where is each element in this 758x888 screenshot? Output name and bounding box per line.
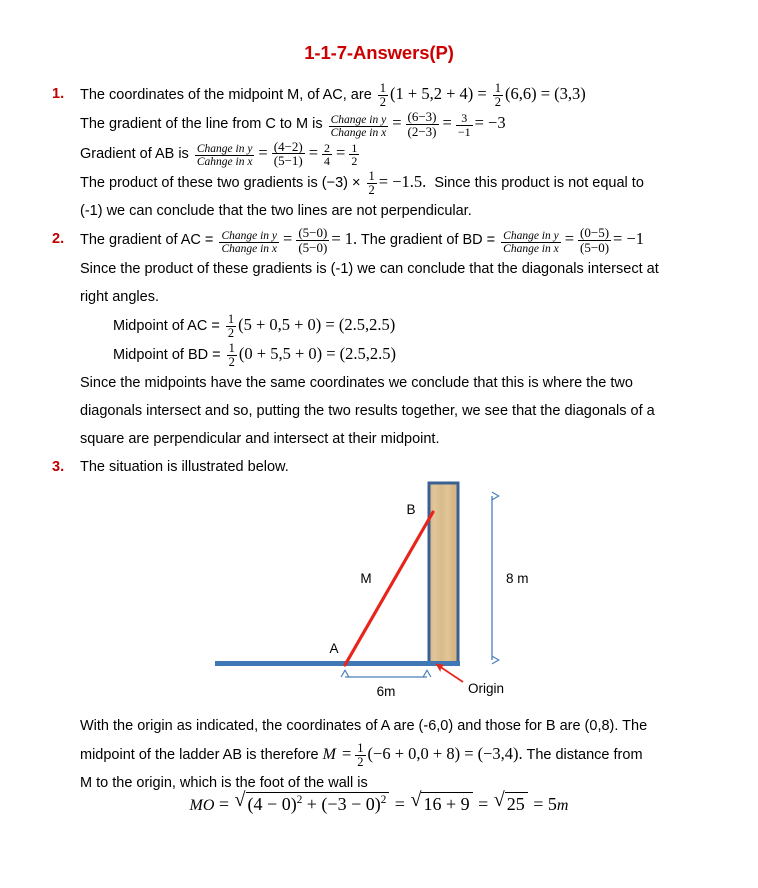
radicand-2: 16 + 9: [421, 792, 472, 815]
fraction-numerator: Change in y: [221, 229, 278, 242]
fraction-denominator: 2: [368, 183, 375, 198]
fraction-half-f: [355, 742, 365, 769]
answer-number-2: 2.: [52, 231, 65, 248]
fraction-denominator: 2: [227, 325, 235, 340]
answer-2-midpoint-bd-label: Midpoint of BD =: [113, 347, 221, 364]
fraction-numerator: 2: [324, 140, 331, 155]
fraction-numerator: Change in y: [503, 229, 559, 242]
fraction-denominator: −1: [457, 124, 471, 139]
fraction-denominator: Cahnge in x: [196, 156, 253, 169]
radicand-1-part-b: (−3 − 0): [321, 794, 381, 814]
equals-sign: =: [478, 794, 489, 814]
answer-2-midpoint-bd: [80, 340, 742, 369]
exponent: 2: [380, 794, 387, 806]
fraction-numerator: (0−5): [580, 225, 610, 241]
answer-number-1: 1.: [52, 86, 65, 102]
answer-2-gradient-ac-label: The gradient of AC =: [80, 232, 214, 249]
radical-sign-icon: √: [234, 789, 246, 811]
radicand-1: [246, 792, 390, 815]
sqrt-term-1: [234, 789, 390, 815]
fraction-3-over-neg1: [456, 112, 473, 138]
answer-item-1: [52, 80, 742, 225]
fraction-denominator: (5−0): [580, 239, 610, 255]
origin-pointer-arrow: [436, 664, 463, 682]
fraction-denominator: 2: [494, 94, 501, 109]
equals-sign: =: [564, 229, 575, 249]
fraction-denominator: 2: [357, 754, 364, 769]
answer-1-line-4: [80, 168, 742, 197]
fraction-numerator: (4−2): [273, 138, 303, 154]
answer-1-line-2-text: The gradient of the line from C to M is: [80, 116, 323, 133]
fraction-6-3-over-2-3: [406, 110, 439, 138]
fraction-change-in-y-over-cahnge-in-x: [195, 143, 255, 168]
fraction-numerator: (6−3): [407, 108, 437, 124]
fraction-half-a: [378, 82, 388, 109]
answer-1-line-1: [80, 80, 742, 109]
equals-sign: =: [283, 229, 293, 249]
fraction-denominator: 4: [324, 154, 331, 169]
closing-line-1: With the origin as indicated, the coordinates of A are (-6,0) and those for B are (0,8). The: [80, 718, 648, 734]
fraction-numerator: Change in y: [196, 143, 253, 156]
answer-2-gradient-ac-result: = 1.: [331, 229, 358, 249]
answer-2-midpoint-ac-result: (5 + 0,5 + 0) = (2.5,2.5): [238, 314, 396, 334]
equals-sign: =: [218, 794, 230, 814]
equation-result: = 5: [533, 794, 557, 814]
equals-sign: =: [336, 142, 346, 162]
radical-sign-icon: √: [493, 789, 505, 811]
sqrt-term-3: [493, 789, 528, 815]
diagram-label-m: M: [360, 571, 372, 586]
answer-1-line-4-tail: Since this product is not equal to: [434, 175, 644, 192]
answer-2-line-2: Since the product of these gradients is (-1) we can conclude that the diagonals intersect at: [80, 260, 659, 277]
fraction-denominator: 2: [379, 94, 387, 109]
equals-sign: =: [258, 142, 268, 162]
fraction-5-0-over-5-0: [296, 226, 329, 254]
fraction-denominator: (5−1): [273, 153, 303, 169]
fraction-half-d: [226, 313, 236, 340]
fraction-1-over-2: [349, 142, 359, 168]
answer-number-3: 3.: [52, 459, 65, 476]
answer-2-midpoint-ac: [80, 311, 742, 340]
fraction-denominator: Change in x: [330, 126, 387, 139]
equals-sign: =: [392, 113, 402, 133]
fraction-denominator: (5−0): [298, 239, 328, 255]
fraction-denominator: (2−3): [407, 123, 437, 139]
answer-1-line-3: [80, 139, 742, 169]
answer-2-line-1: [80, 225, 742, 255]
equation-unit: m: [556, 797, 569, 814]
fraction-change-in-y-over-x-ac: [219, 230, 279, 255]
diagram-label-a: A: [329, 641, 339, 656]
fraction-numerator: Change in y: [330, 113, 387, 126]
final-equation: [0, 789, 758, 815]
equals-sign: =: [394, 794, 405, 814]
closing-line-2-text: midpoint of the ladder AB is therefore: [80, 747, 319, 763]
radical-sign-icon: √: [410, 789, 422, 811]
page-title: 1-1-7-Answers(P): [304, 42, 454, 63]
answer-item-2: [52, 225, 742, 453]
answer-2-gradient-bd-result: = −1: [613, 229, 645, 249]
fraction-4-2-over-5-1: [272, 140, 305, 168]
answer-2-line-3: right angles.: [80, 288, 159, 305]
fraction-numerator: 1: [227, 311, 235, 326]
radicand-1-part-a: (4 − 0): [247, 794, 297, 814]
diagram-label-width: 6m: [376, 684, 396, 699]
answers-body: [52, 80, 742, 481]
fraction-numerator: 3: [456, 112, 473, 126]
fraction-0-5-over-5-0: [578, 226, 611, 254]
answer-3-line-1: The situation is illustrated below.: [80, 459, 289, 476]
equals-sign: =: [442, 113, 452, 133]
fraction-numerator: 1: [228, 340, 235, 355]
fraction-numerator: 1: [368, 169, 375, 184]
equals-sign: =: [308, 142, 319, 162]
equation-lhs: MO: [189, 797, 215, 814]
ladder-line-ab: [345, 512, 433, 665]
fraction-numerator: 1: [357, 740, 364, 755]
fraction-numerator: 1: [351, 140, 358, 155]
closing-line-2-tail: The distance from: [526, 747, 643, 763]
wall-shape: [429, 483, 458, 663]
answer-1-line-1-result: (6,6) = (3,3): [504, 84, 586, 103]
fraction-2-over-4: [322, 142, 332, 168]
fraction-numerator: 1: [494, 80, 501, 95]
answer-1-line-1-expr: (1 + 5,2 + 4) =: [390, 84, 487, 103]
fraction-denominator: 2: [228, 354, 235, 369]
answer-2-midpoint-ac-label: Midpoint of AC =: [113, 317, 220, 334]
answer-1-line-2-result: = −3: [474, 113, 506, 133]
diagram-label-height: 8 m: [506, 571, 529, 586]
fraction-numerator: (5−0): [298, 225, 328, 241]
fraction-numerator: 1: [379, 80, 387, 95]
fraction-half-b: [493, 82, 503, 109]
diagram-label-b: B: [406, 502, 416, 517]
answer-1-line-2: [80, 109, 742, 139]
fraction-half-c: [367, 170, 377, 197]
answer-2-line-7: diagonals intersect and so, putting the two results together, we see that the diagonals of a: [80, 403, 655, 420]
answer-2-line-8: square are perpendicular and intersect at their midpoint.: [80, 431, 440, 448]
answer-1-line-1-text: The coordinates of the midpoint M, of AC, are: [80, 87, 372, 103]
midpoint-symbol: M: [322, 746, 336, 763]
fraction-change-in-y-over-x-bd: [501, 230, 561, 255]
radicand-1-plus: +: [302, 794, 322, 814]
closing-line-3: M to the origin, which is the foot of the wall is: [80, 775, 368, 792]
sqrt-term-2: [410, 789, 472, 815]
radicand-3: 25: [505, 792, 528, 815]
answer-2-midpoint-bd-result: (0 + 5,5 + 0) = (2.5,2.5): [238, 344, 397, 364]
closing-line-2: [80, 740, 742, 769]
answer-1-line-5: (-1) we can conclude that the two lines are not perpendicular.: [80, 203, 472, 220]
answer-1-line-4-text: The product of these two gradients is (−3) ×: [80, 175, 361, 192]
exponent: 2: [296, 794, 303, 806]
fraction-denominator: 2: [351, 154, 358, 169]
answer-1-line-3-text: Gradient of AB is: [80, 145, 189, 162]
answer-2-gradient-bd-label: The gradient of BD =: [360, 232, 496, 249]
diagram-label-origin: Origin: [468, 681, 505, 696]
fraction-change-in-y-over-x: [329, 114, 389, 139]
fraction-half-e: [227, 342, 237, 369]
answer-1-line-4-result: = −1.5.: [378, 172, 427, 192]
fraction-denominator: Change in x: [221, 242, 278, 255]
closing-midpoint-result: (−6 + 0,0 + 8) = (−3,4).: [367, 744, 523, 763]
answer-2-line-6: Since the midpoints have the same coordinates we conclude that this is where the two: [80, 375, 633, 392]
closing-paragraphs: [80, 712, 742, 797]
fraction-denominator: Change in x: [503, 242, 559, 255]
ladder-wall-diagram: [0, 470, 758, 710]
equals-sign: =: [341, 744, 352, 763]
